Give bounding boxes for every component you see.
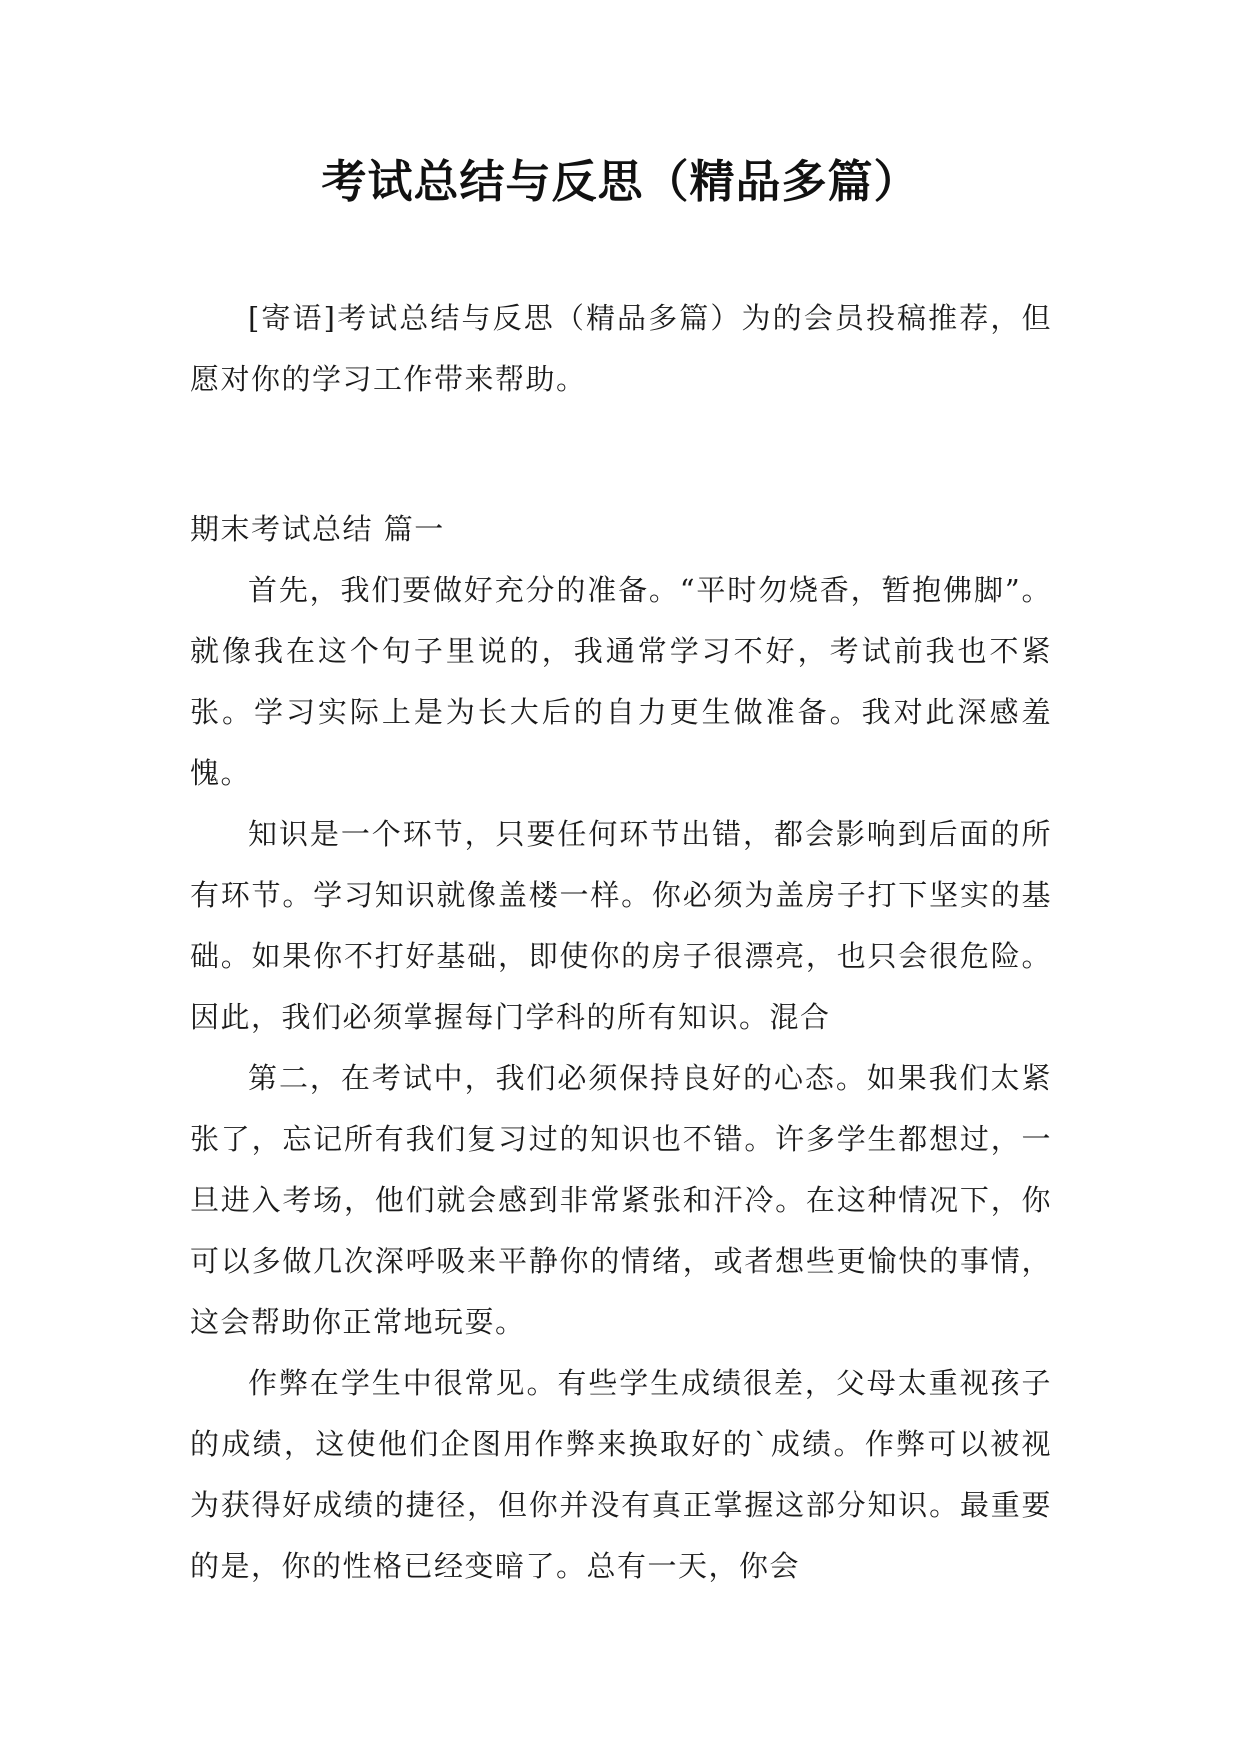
body-paragraph: 第二，在考试中，我们必须保持良好的心态。如果我们太紧张了，忘记所有我们复习过的知识也不错。许多学生都想过，一旦进入考场，他们就会感到非常紧张和汗冷。在这种情况下，你可以多做几次深呼吸来平静你的情绪，或者想些更愉快的事情，这会帮助你正常地玩耍。 (190, 1061, 1052, 1339)
intro-paragraph: [寄语]考试总结与反思（精品多篇）为的会员投稿推荐，但愿对你的学习工作带来帮助。 (190, 301, 1052, 396)
body-paragraph: 知识是一个环节，只要任何环节出错，都会影响到后面的所有环节。学习知识就像盖楼一样。你必须为盖房子打下坚实的基础。如果你不打好基础，即使你的房子很漂亮，也只会很危险。因此，我们必须掌握每门学科的所有知识。混合 (190, 817, 1052, 1034)
section-heading: 期末考试总结 篇一 (190, 512, 445, 546)
document-body (190, 288, 1052, 1597)
body-paragraph: 作弊在学生中很常见。有些学生成绩很差，父母太重视孩子的成绩，这使他们企图用作弊来换取好的`成绩。作弊可以被视为获得好成绩的捷径，但你并没有真正掌握这部分知识。最重要的是，你的性格已经变暗了。总有一天，你会 (190, 1366, 1052, 1583)
document-title: 考试总结与反思（精品多篇） (321, 155, 920, 208)
body-paragraph: 首先，我们要做好充分的准备。“平时勿烧香，暂抱佛脚”。就像我在这个句子里说的，我通常学习不好，考试前我也不紧张。学习实际上是为长大后的自力更生做准备。我对此深感羞愧。 (190, 573, 1052, 790)
